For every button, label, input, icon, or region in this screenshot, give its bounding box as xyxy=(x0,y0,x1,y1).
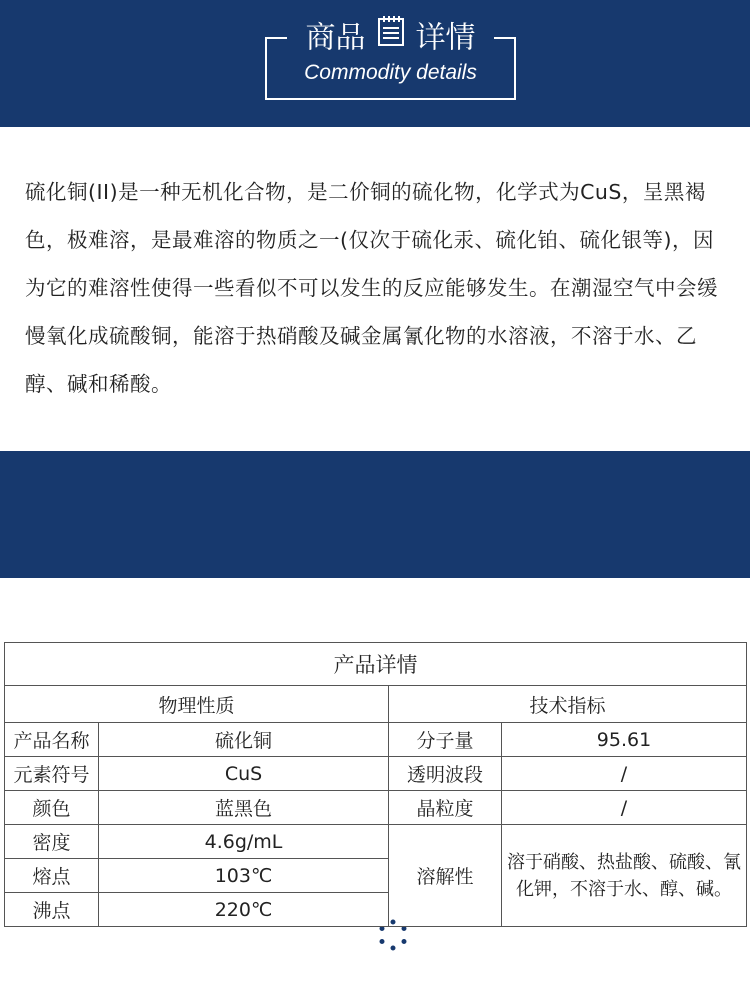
section-title-frame xyxy=(265,20,516,100)
technical-specs-header: 技术指标 xyxy=(389,686,747,723)
section-title-left: 商品 xyxy=(305,20,366,56)
product-description: 硫化铜(II)是一种无机化合物，是二价铜的硫化物，化学式为CuS，呈黑褐色，极难溶，是最难溶的物质之一(仅次于硫化汞、硫化铂、硫化银等)，因为它的难溶性使得一些看似不可以发生的反应能够发生。在潮湿空气中会缓慢氧化成硫酸铜，能溶于热硝酸及碱金属氰化物的水溶液，不溶于水、乙醇、碱和稀酸。 xyxy=(25,180,718,396)
solubility-value: 溶于硝酸、热盐酸、硫酸、氰化钾，不溶于水、醇、碱。 xyxy=(502,825,747,927)
table-row xyxy=(5,825,747,859)
physical-properties-header: 物理性质 xyxy=(5,686,389,723)
property-label: 密度 xyxy=(5,825,99,859)
spec-value: / xyxy=(502,757,747,791)
section-subtitle: Chemical composition xyxy=(289,963,496,986)
property-value: 蓝黑色 xyxy=(99,791,389,825)
table-row xyxy=(5,723,747,757)
section-title-right: 详情 xyxy=(420,924,481,960)
section-title-right: 详情 xyxy=(415,20,476,56)
spec-label: 透明波段 xyxy=(389,757,502,791)
property-value: CuS xyxy=(99,757,389,791)
property-label: 颜色 xyxy=(5,791,99,825)
property-label: 产品名称 xyxy=(5,723,99,757)
product-details-table xyxy=(4,642,747,927)
property-label: 熔点 xyxy=(5,859,99,893)
commodity-details-banner xyxy=(0,0,750,127)
solubility-label: 溶解性 xyxy=(389,825,502,927)
section-subtitle: Commodity details xyxy=(304,61,477,84)
property-value: 103℃ xyxy=(99,859,389,893)
table-title: 产品详情 xyxy=(5,643,747,686)
section-title xyxy=(267,18,514,60)
property-label: 元素符号 xyxy=(5,757,99,791)
property-label: 沸点 xyxy=(5,893,99,927)
property-value: 4.6g/mL xyxy=(99,825,389,859)
property-value: 硫化铜 xyxy=(99,723,389,757)
notepad-icon xyxy=(376,15,406,57)
spec-value: / xyxy=(502,791,747,825)
spec-label: 晶粒度 xyxy=(389,791,502,825)
section-title-left: 产品 xyxy=(304,924,365,960)
spec-label: 分子量 xyxy=(389,723,502,757)
table-row xyxy=(5,791,747,825)
property-value: 220℃ xyxy=(99,893,389,927)
section-title xyxy=(268,921,517,965)
table-row xyxy=(5,757,747,791)
section-title-frame xyxy=(266,924,519,1002)
spec-value: 95.61 xyxy=(502,723,747,757)
